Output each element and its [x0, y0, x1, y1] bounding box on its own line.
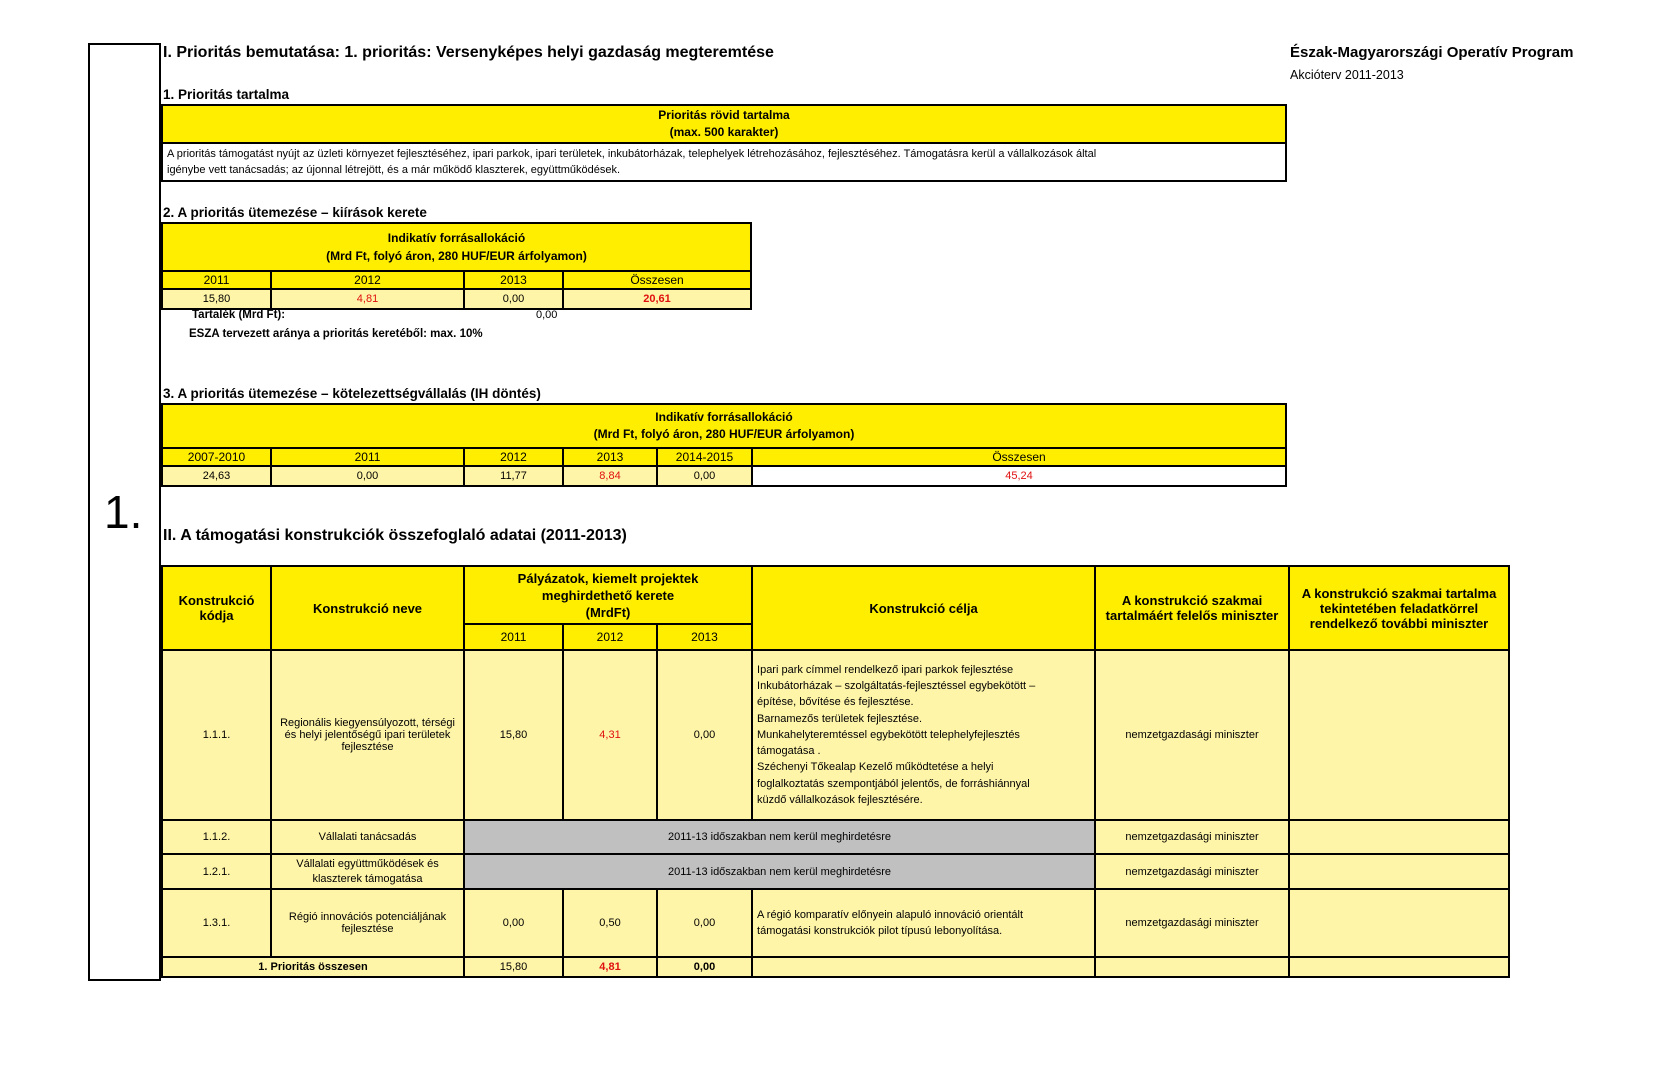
program-subtitle: Akcióterv 2011-2013	[1290, 68, 1404, 82]
goal-line: Munkahelyteremtéssel egybekötött telephelyfejlesztés	[757, 728, 1020, 741]
row-value-2011: 0,00	[464, 889, 563, 957]
priority-content-title-line2: (max. 500 karakter)	[669, 125, 779, 139]
calls-col-2011: 2011	[162, 271, 271, 289]
calls-frame-title	[162, 223, 751, 271]
row-minister: nemzetgazdasági miniszter	[1095, 820, 1289, 854]
row-code: 1.1.2.	[162, 820, 271, 854]
total-other-empty	[1289, 957, 1509, 977]
commit-value-total: 45,24	[752, 466, 1286, 486]
col-other-minister-header: A konstrukció szakmai tartalma tekintetében feladatkörrel rendelkező további miniszter	[1289, 566, 1509, 650]
row-minister: nemzetgazdasági miniszter	[1095, 650, 1289, 820]
reserve-value: 0,00	[536, 309, 558, 321]
page-title: I. Prioritás bemutatása: 1. prioritás: Versenyképes helyi gazdaság megteremtése	[163, 44, 774, 61]
commit-col-2011: 2011	[271, 448, 464, 466]
priority-content-text	[162, 143, 1286, 181]
calls-frame-title-line1: Indikatív forrásallokáció	[387, 231, 526, 245]
col-year-2013: 2013	[657, 624, 752, 650]
row-code: 1.3.1.	[162, 889, 271, 957]
priority-content-title-line1: Prioritás rövid tartalma	[658, 108, 790, 122]
commit-col-2013: 2013	[563, 448, 657, 466]
row-value-2011: 15,80	[464, 650, 563, 820]
col-frame-header-line1: Pályázatok, kiemelt projektek	[517, 570, 699, 586]
row-code: 1.1.1.	[162, 650, 271, 820]
calls-value-total: 20,61	[563, 289, 751, 309]
calls-col-2012: 2012	[271, 271, 464, 289]
calls-value-2012: 4,81	[271, 289, 464, 309]
row-value-2013: 0,00	[657, 889, 752, 957]
row-value-2013: 0,00	[657, 650, 752, 820]
row-value-2012: 4,31	[563, 650, 657, 820]
priority-content-text-line2: igénybe vett tanácsadás; az újonnal létrejött, és a már működő klaszterek, együttműködések.	[167, 164, 621, 176]
row-other-minister	[1289, 650, 1509, 820]
priority-content-table	[161, 104, 1287, 182]
goal-line: építése, bővítése és fejlesztése.	[757, 696, 914, 709]
row-goal	[752, 650, 1095, 820]
row-value-2012: 0,50	[563, 889, 657, 957]
calls-col-total: Összesen	[563, 271, 751, 289]
row-other-minister	[1289, 854, 1509, 889]
row-not-announced: 2011-13 időszakban nem kerül meghirdetésre	[464, 820, 1095, 854]
priority-content-text-line1: A prioritás támogatást nyújt az üzleti környezet fejlesztéséhez, ipari parkok, ipari területek, inkubátorházak, telephelyek létrehozásához, fejlesztéséhez. Támogatásra kerül a vállalkozások által	[167, 148, 1097, 160]
section1-heading: 1. Prioritás tartalma	[163, 87, 290, 102]
esza-note: ESZA tervezett aránya a prioritás keretéből: max. 10%	[189, 328, 483, 340]
priority-content-title	[162, 105, 1286, 143]
total-goal-empty	[752, 957, 1095, 977]
commit-value-2014-2015: 0,00	[657, 466, 752, 486]
col-frame-header	[464, 566, 752, 624]
goal-line: Barnamezős területek fejlesztése.	[757, 712, 923, 725]
total-2011: 15,80	[464, 957, 563, 977]
total-2013: 0,00	[657, 957, 752, 977]
total-2012: 4,81	[563, 957, 657, 977]
commit-value-2012: 11,77	[464, 466, 563, 486]
row-not-announced: 2011-13 időszakban nem kerül meghirdetésre	[464, 854, 1095, 889]
commit-col-total: Összesen	[752, 448, 1286, 466]
calls-frame-title-line2: (Mrd Ft, folyó áron, 280 HUF/EUR árfolyamon)	[326, 249, 587, 263]
total-label: 1. Prioritás összesen	[162, 957, 464, 977]
row-other-minister	[1289, 889, 1509, 957]
commitment-title-line2: (Mrd Ft, folyó áron, 280 HUF/EUR árfolyamon)	[593, 427, 855, 441]
section3-heading: 3. A prioritás ütemezése – kötelezettségvállalás (IH döntés)	[163, 386, 541, 401]
calls-col-2013: 2013	[464, 271, 563, 289]
section2-heading: 2. A prioritás ütemezése – kiírások kerete	[163, 205, 427, 220]
goal-line: Széchenyi Tőkealap Kezelő működtetése a helyi	[757, 761, 994, 774]
row-name: Vállalati tanácsadás	[271, 820, 464, 854]
row-other-minister	[1289, 820, 1509, 854]
program-title: Észak-Magyarországi Operatív Program	[1290, 44, 1574, 61]
goal-line: Inkubátorházak – szolgáltatás-fejlesztéssel egybekötött –	[757, 679, 1036, 692]
commit-col-2014-2015: 2014-2015	[657, 448, 752, 466]
col-code-header: Konstrukció kódja	[162, 566, 271, 650]
constructions-table	[161, 565, 1510, 978]
row-name: Regionális kiegyensúlyozott, térségi és helyi jelentőségű ipari területek fejlesztése	[271, 650, 464, 820]
priority-number: 1.	[104, 486, 143, 538]
goal-line: küzdő vállalkozások fejlesztésére.	[757, 794, 923, 807]
goal-line: foglalkoztatás szempontjából jelentős, de forráshiánnyal	[757, 777, 1030, 790]
row-code: 1.2.1.	[162, 854, 271, 889]
col-frame-header-line2: meghirdethető kerete	[541, 587, 675, 603]
row-minister: nemzetgazdasági miniszter	[1095, 889, 1289, 957]
commit-col-2012: 2012	[464, 448, 563, 466]
calls-value-2011: 15,80	[162, 289, 271, 309]
row-name: Régió innovációs potenciáljának fejlesztése	[271, 889, 464, 957]
goal-line: Ipari park címmel rendelkező ipari parkok fejlesztése	[757, 663, 1014, 676]
goal-line: támogatása .	[757, 745, 821, 758]
row-minister: nemzetgazdasági miniszter	[1095, 854, 1289, 889]
col-year-2012: 2012	[563, 624, 657, 650]
col-name-header: Konstrukció neve	[271, 566, 464, 650]
row-goal	[752, 889, 1095, 957]
commitment-title	[162, 404, 1286, 448]
section4-heading: II. A támogatási konstrukciók összefoglaló adatai (2011-2013)	[163, 527, 627, 544]
row-name: Vállalati együttműködések és klaszterek támogatása	[271, 854, 464, 889]
reserve-label: Tartalék (Mrd Ft):	[192, 309, 286, 321]
commitment-table	[161, 403, 1287, 487]
commit-value-2007-2010: 24,63	[162, 466, 271, 486]
col-goal-header: Konstrukció célja	[752, 566, 1095, 650]
col-year-2011: 2011	[464, 624, 563, 650]
commit-value-2013: 8,84	[563, 466, 657, 486]
calls-frame-table	[161, 222, 752, 310]
commitment-title-line1: Indikatív forrásallokáció	[655, 410, 793, 424]
col-minister-header: A konstrukció szakmai tartalmáért felelős miniszter	[1095, 566, 1289, 650]
commit-col-2007-2010: 2007-2010	[162, 448, 271, 466]
col-frame-header-line3: (MrdFt)	[585, 604, 631, 620]
goal-line: A régió komparatív előnyein alapuló innováció orientált	[757, 909, 1024, 921]
calls-value-2013: 0,00	[464, 289, 563, 309]
commit-value-2011: 0,00	[271, 466, 464, 486]
goal-line: támogatási konstrukciók pilot típusú lebonyolítása.	[757, 925, 1003, 937]
total-minister-empty	[1095, 957, 1289, 977]
